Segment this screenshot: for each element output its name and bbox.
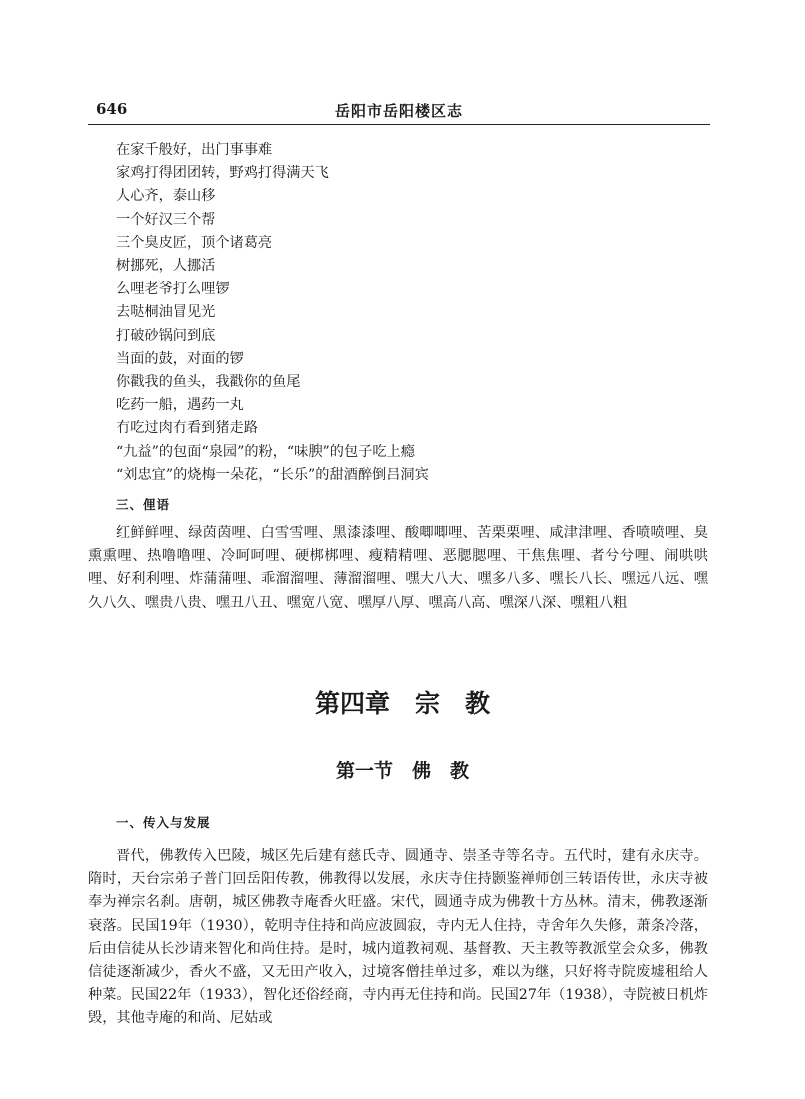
saying-item: 家鸡打得团团转，野鸡打得满天飞 — [116, 165, 329, 182]
sayings-list — [116, 139, 716, 487]
saying-item: 人心齐，泰山移 — [116, 188, 216, 205]
buddhism-paragraph: 晋代，佛教传入巴陵，城区先后建有慈氏寺、圆通寺、崇圣寺等名寺。五代时，建有永庆寺。隋时，天台宗弟子普门回岳阳传教，佛教得以发展，永庆寺住持颢鉴禅师创三转语传世，永庆寺被奉为禅宗名刹。唐朝，城区佛教寺庵香火旺盛。宋代，圆通寺成为佛教十方丛林。清末，佛教逐渐衰落。民国19年（1930），乾明寺住持和尚应波圆寂，寺内无人住持，寺舍年久失修，萧条冷落，后由信徒从长沙请来智化和尚住持。是时，城内道教祠观、基督教、天主教等教派堂会众多，佛教信徒逐渐减少，香火不盛，又无田产收入，过境客僧挂单过多，难以为继，只好将寺院废墟租给人种菜。民国22年（1933），智化还俗经商，寺内再无住持和尚。民国27年（1938），寺院被日机炸毁，其他寺庵的和尚、尼姑或 — [88, 848, 708, 1027]
saying-item: 一个好汉三个帮 — [116, 211, 216, 228]
chapter-title: 第四章 宗 教 — [314, 689, 490, 718]
saying-item: 去哒桐油冒见光 — [116, 304, 216, 321]
slang-paragraph: 红鲜鲜哩、绿茵茵哩、白雪雪哩、黑漆漆哩、酸唧唧哩、苦栗栗哩、咸津津哩、香喷喷哩、臭熏熏哩、热噜噜哩、冷呵呵哩、硬梆梆哩、瘦精精哩、恶腮腮哩、干焦焦哩、者兮兮哩、闹哄哄哩、好利利哩、炸蒲蒲哩、乖溜溜哩、薄溜溜哩、嘿大八大、嘿多八多、嘿长八长、嘿远八远、嘿久八久、嘿贵八贵、嘿丑八丑、嘿宽八宽、嘿厚八厚、嘿高八高、嘿深八深、嘿粗八粗 — [88, 525, 708, 611]
page-number: 646 — [96, 100, 128, 118]
section-title: 第一节 佛 教 — [335, 760, 469, 782]
saying-item: “刘忠宜”的烧梅一朵花，“长乐”的甜酒醉倒吕洞宾 — [116, 466, 429, 483]
saying-item: 么哩老爷打么哩锣 — [116, 281, 230, 298]
book-title: 岳阳市岳阳楼区志 — [334, 102, 463, 120]
saying-item: 三个臭皮匠，顶个诸葛亮 — [116, 234, 273, 251]
saying-item: 在家千般好，出门事事难 — [116, 142, 273, 158]
saying-item: 当面的鼓，对面的锣 — [116, 350, 244, 367]
page-header — [88, 96, 710, 125]
saying-item: 吃药一船，遇药一丸 — [116, 397, 244, 414]
saying-item: 打破砂锅问到底 — [116, 327, 216, 344]
saying-item: “九益”的包面“泉园”的粉，“味腴”的包子吃上瘾 — [116, 443, 415, 460]
saying-item: 树挪死，人挪活 — [116, 258, 216, 275]
saying-item: 冇吃过肉冇看到猪走路 — [116, 420, 258, 437]
saying-item: 你戳我的鱼头，我戳你的鱼尾 — [116, 374, 301, 391]
slang-heading: 三、俚语 — [116, 497, 171, 512]
buddhism-heading: 一、传入与发展 — [116, 815, 211, 830]
